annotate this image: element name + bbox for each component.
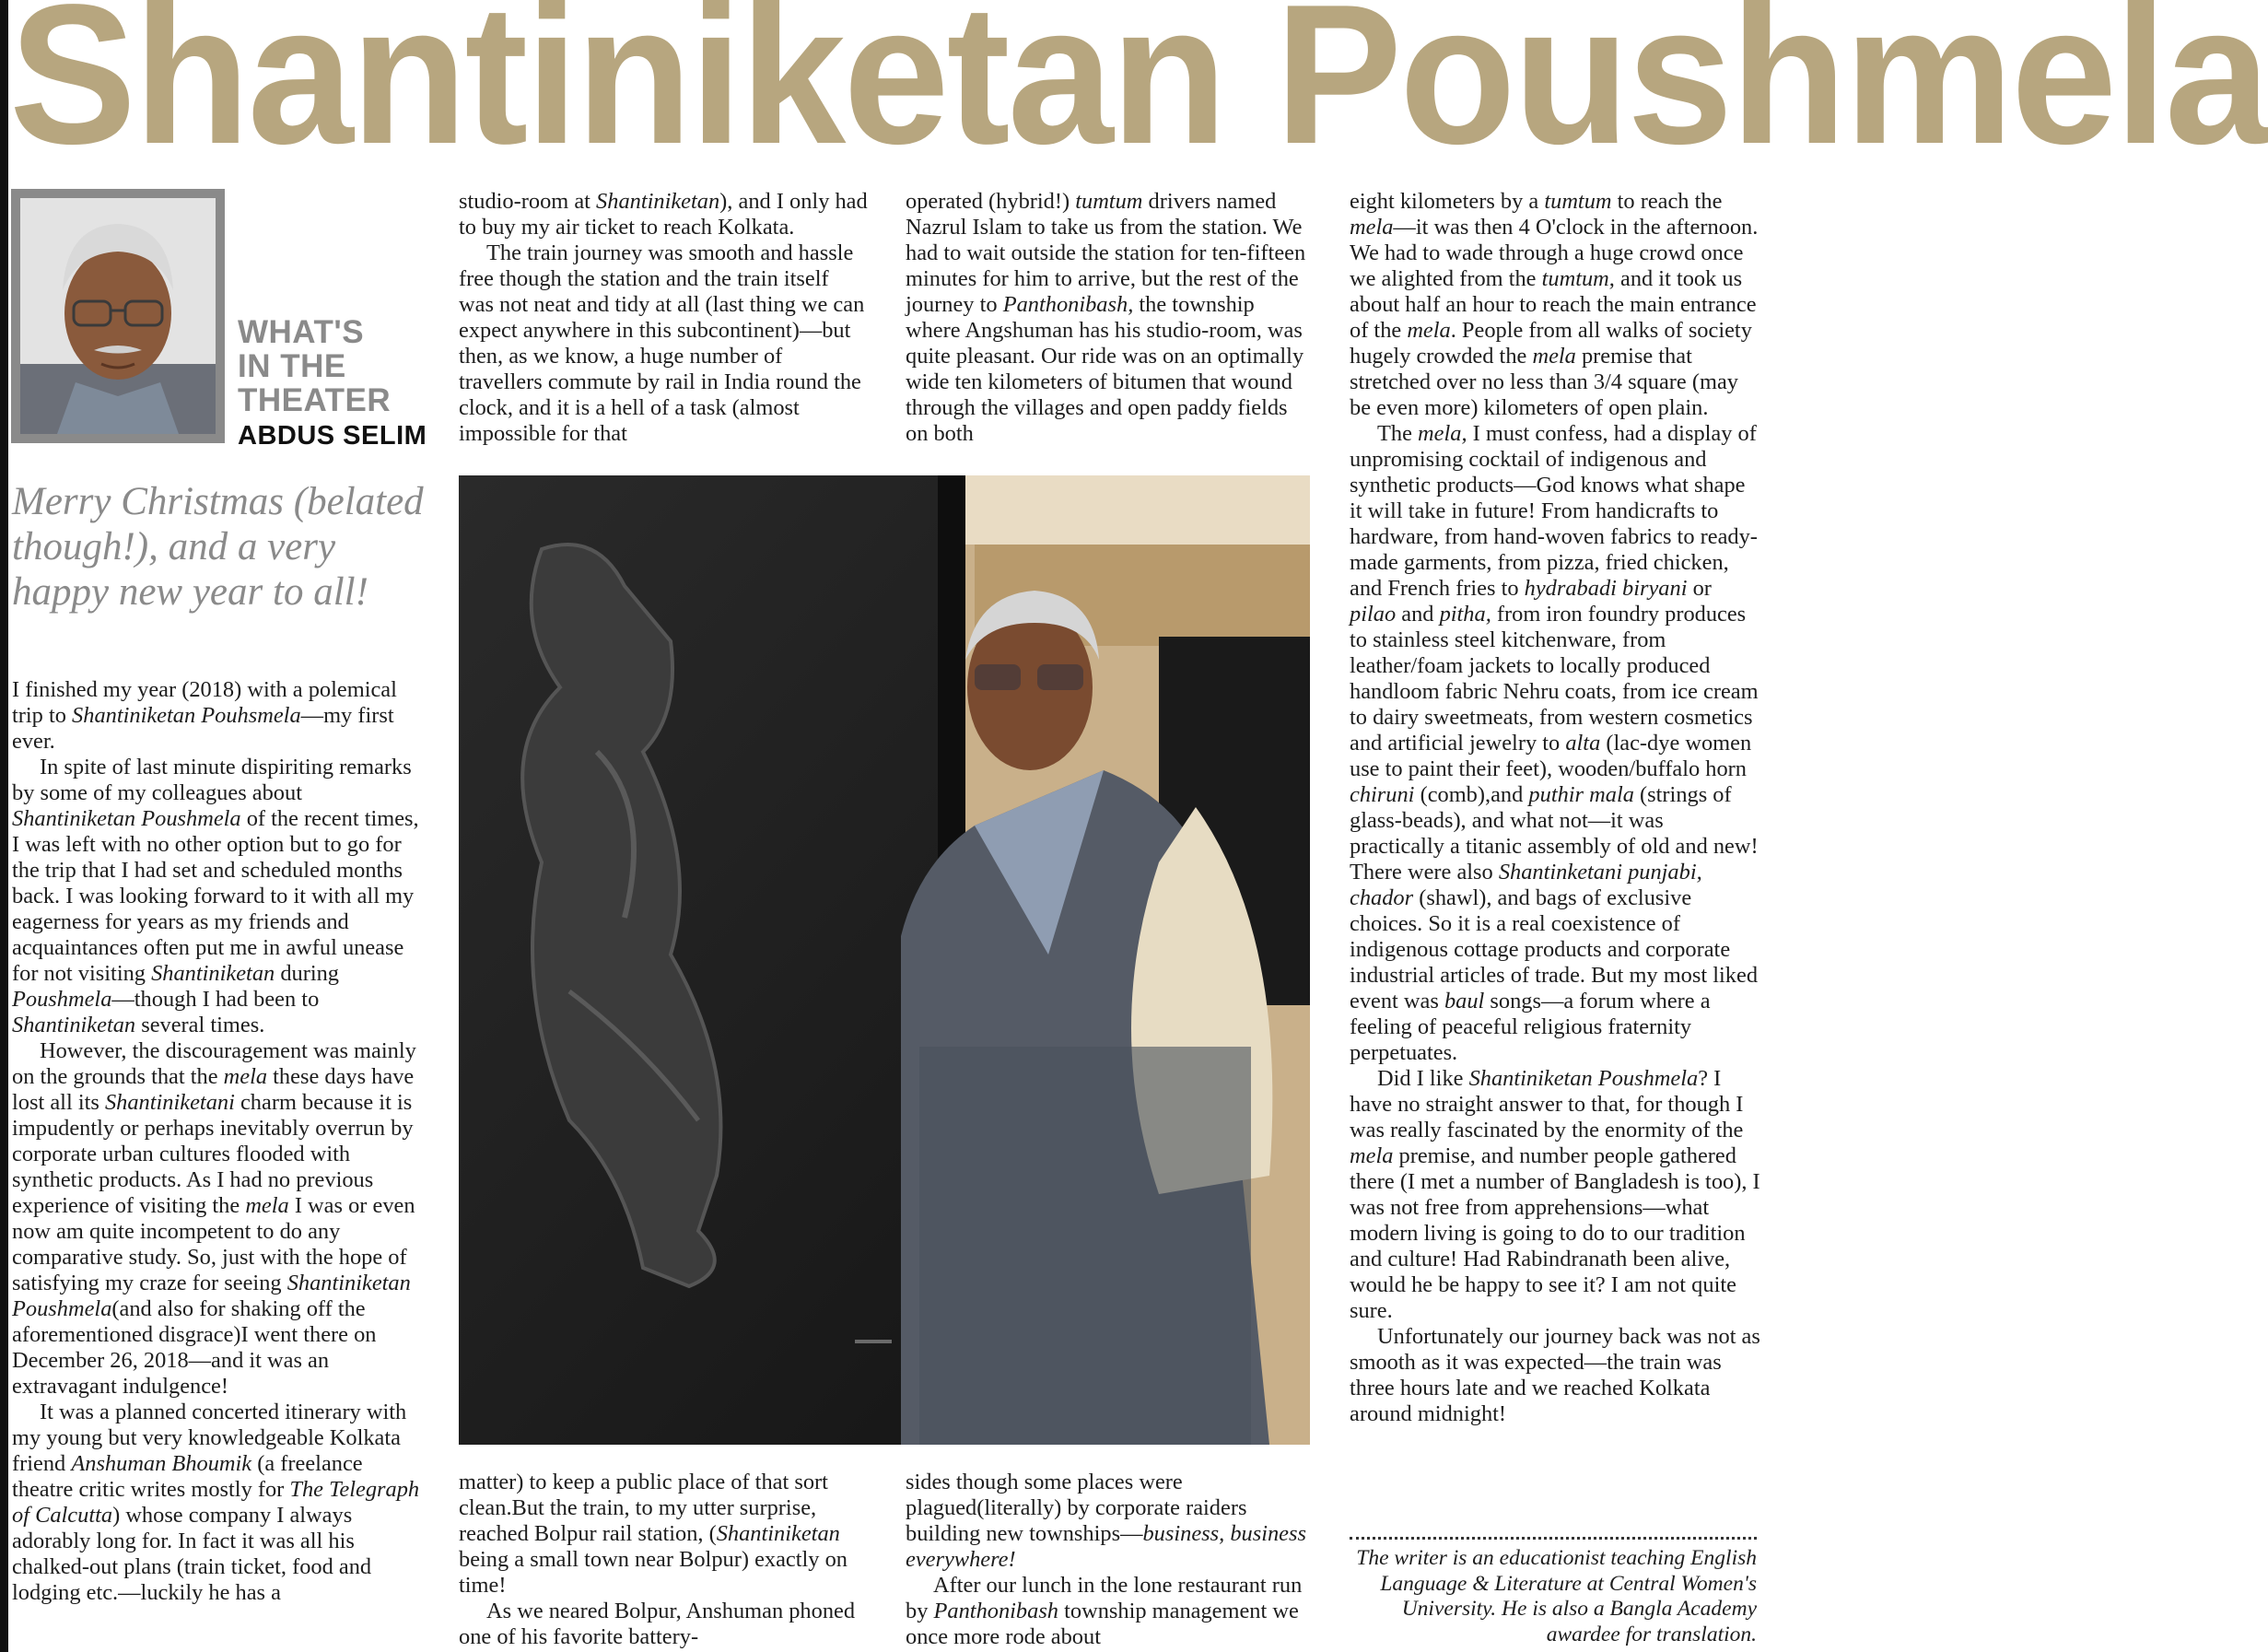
author-portrait [20,198,216,434]
headline: Shantiniketan Poushmela [9,0,2268,185]
column-label [238,315,391,417]
portrait-image [20,198,216,434]
paragraph: Unfortunately our journey back was not as smooth as it was expected—the train was three hours late and we reached Kolkata around midnight! [1350,1324,1760,1426]
paragraph: After our lunch in the lone restaurant run by Panthonibash township management we once more rode about [906,1573,1303,1649]
column-3-bottom [906,1470,1315,1650]
column-2-top [459,189,868,447]
paragraph: As we neared Bolpur, Anshuman phoned one of his favorite battery- [459,1599,856,1649]
paragraph: eight kilometers by a tumtum to reach the mela—it was then 4 O'clock in the afternoon. We had to wade through a huge crowd once we alighted from the tumtum, and it took us about half an hour to reach the main entrance of the mela. People from all walks of society hugely crowded the mela premise that stretched over no less than 3/4 square (may be even more) kilometers of open plain. [1350,189,1759,420]
article-photo [459,475,1310,1445]
paragraph: However, the discouragement was mainly on the grounds that the mela these days have lost all its Shantiniketani charm because it is impudently or perhaps inevitably overrun by corporate urban cultures flooded with synthetic products. As I had no previous experience of visiting the mela I was or even now am quite incompetent to do any comparative study. So, just with the hope of satisfying my craze for seeing Shantiniketan Poushmela(and also for shaking off the aforementioned disgrace)I went there on December 26, 2018—and it was an extravagant indulgence! [12,1038,416,1399]
photo-image [459,475,1310,1445]
paragraph: In spite of last minute dispiriting remarks by some of my colleagues about Shantiniketan Poushmela of the recent times, I was left with no other option but to go for the trip that I had set and scheduled months back. I was looking forward to it with all my eagerness for years as my friends and acquaintances often put me in awful unease for not visiting Shantiniketan during Poushmela—though I had been to Shantiniketan several times. [12,755,419,1037]
column-label-line: WHAT'S [238,314,365,350]
paragraph: operated (hybrid!) tumtum drivers named Nazrul Islam to take us from the station. We had to wait outside the station for ten-fifteen minutes for him to arrive, but the rest of the journey to Panthonibash, the township where Angshuman has his studio-room, was quite pleasant. Our ride was on an optimally wide ten kilometers of bitumen that wound through the villages and open paddy fields on both [906,189,1306,446]
column-3-top [906,189,1315,447]
author-portrait-frame [11,189,225,443]
paragraph: The mela, I must confess, had a display of unpromising cocktail of indigenous and synthetic products—God knows what shape it will take in future! From handicrafts to hardware, from hand-woven fabrics to ready-made garments, from pizza, fried chicken, and French fries to hydrabadi biryani or pilao and pitha, from iron foundry produces to stainless steel kitchenware, from leather/foam jackets to locally produced handloom fabric Nehru coats, from ice cream to dairy sweetmeats, from western cosmetics and artificial jewelry to alta (lac-dye women use to paint their feet), wooden/buffalo horn chiruni (comb),and puthir mala (strings of glass-beads), and what not—it was practically a titanic assembly of old and new! There were also Shantinketani punjabi, chador (shawl), and bags of exclusive choices. So it is a real coexistence of indigenous cottage products and corporate industrial articles of trade. But my most liked event was baul songs—a forum where a feeling of peaceful religious fraternity perpetuates. [1350,421,1759,1065]
column-label-line: THEATER [238,382,392,418]
paragraph: The train journey was smooth and hassle free though the station and the train itself was not neat and tidy at all (last thing we can expect anywhere in this subcontinent)—but then, as we know, a huge number of travellers commute by rail in India round the clock, and it is a hell of a task (almost impossible for that [459,240,865,446]
paragraph: Did I like Shantiniketan Poushmela? I have no straight answer to that, for though I was really fascinated by the enormity of the mela premise, and number people gathered there (I met a number of Bangladesh is too), I was not free from apprehensions—what modern living is going to do to our tradition and culture! Had Rabindranath been alive, would he be happy to see it? I am not quite sure. [1350,1066,1760,1323]
paragraph: matter) to keep a public place of that sort clean.But the train, to my utter surprise, reached Bolpur rail station, (Shantiniketan being a small town near Bolpur) exactly on time! [459,1470,848,1598]
paragraph: It was a planned concerted itinerary with my young but very knowledgeable Kolkata friend Anshuman Bhoumik (a freelance theatre critic writes mostly for The Telegraph of Calcutta) whose company I always adorably long for. In fact it was all his chalked-out plans (train ticket, food and lodging etc.—luckily he has a [12,1400,420,1605]
author-byline: ABDUS SELIM [238,421,427,451]
page-edge [0,0,8,1652]
column-2-bottom [459,1470,868,1650]
paragraph: sides though some places were plagued(literally) by corporate raiders building new townships—business, business everywhere! [906,1470,1306,1572]
author-credit: The writer is an educationist teaching English Language & Literature at Central Women's University. He is also a Bangla Academy awardee for translation. [1356,1546,1757,1646]
column-1 [12,677,429,1606]
credit-divider [1350,1537,1757,1540]
column-label-line: IN THE [238,348,346,384]
paragraph: I finished my year (2018) with a polemical trip to Shantiniketan Pouhsmela—my first ever. [12,677,397,754]
intro-pullquote: Merry Christmas (belated though!), and a very happy new year to all! [12,480,424,614]
paragraph: studio-room at Shantiniketan), and I only had to buy my air ticket to reach Kolkata. [459,189,868,240]
column-4 [1350,189,1761,1427]
